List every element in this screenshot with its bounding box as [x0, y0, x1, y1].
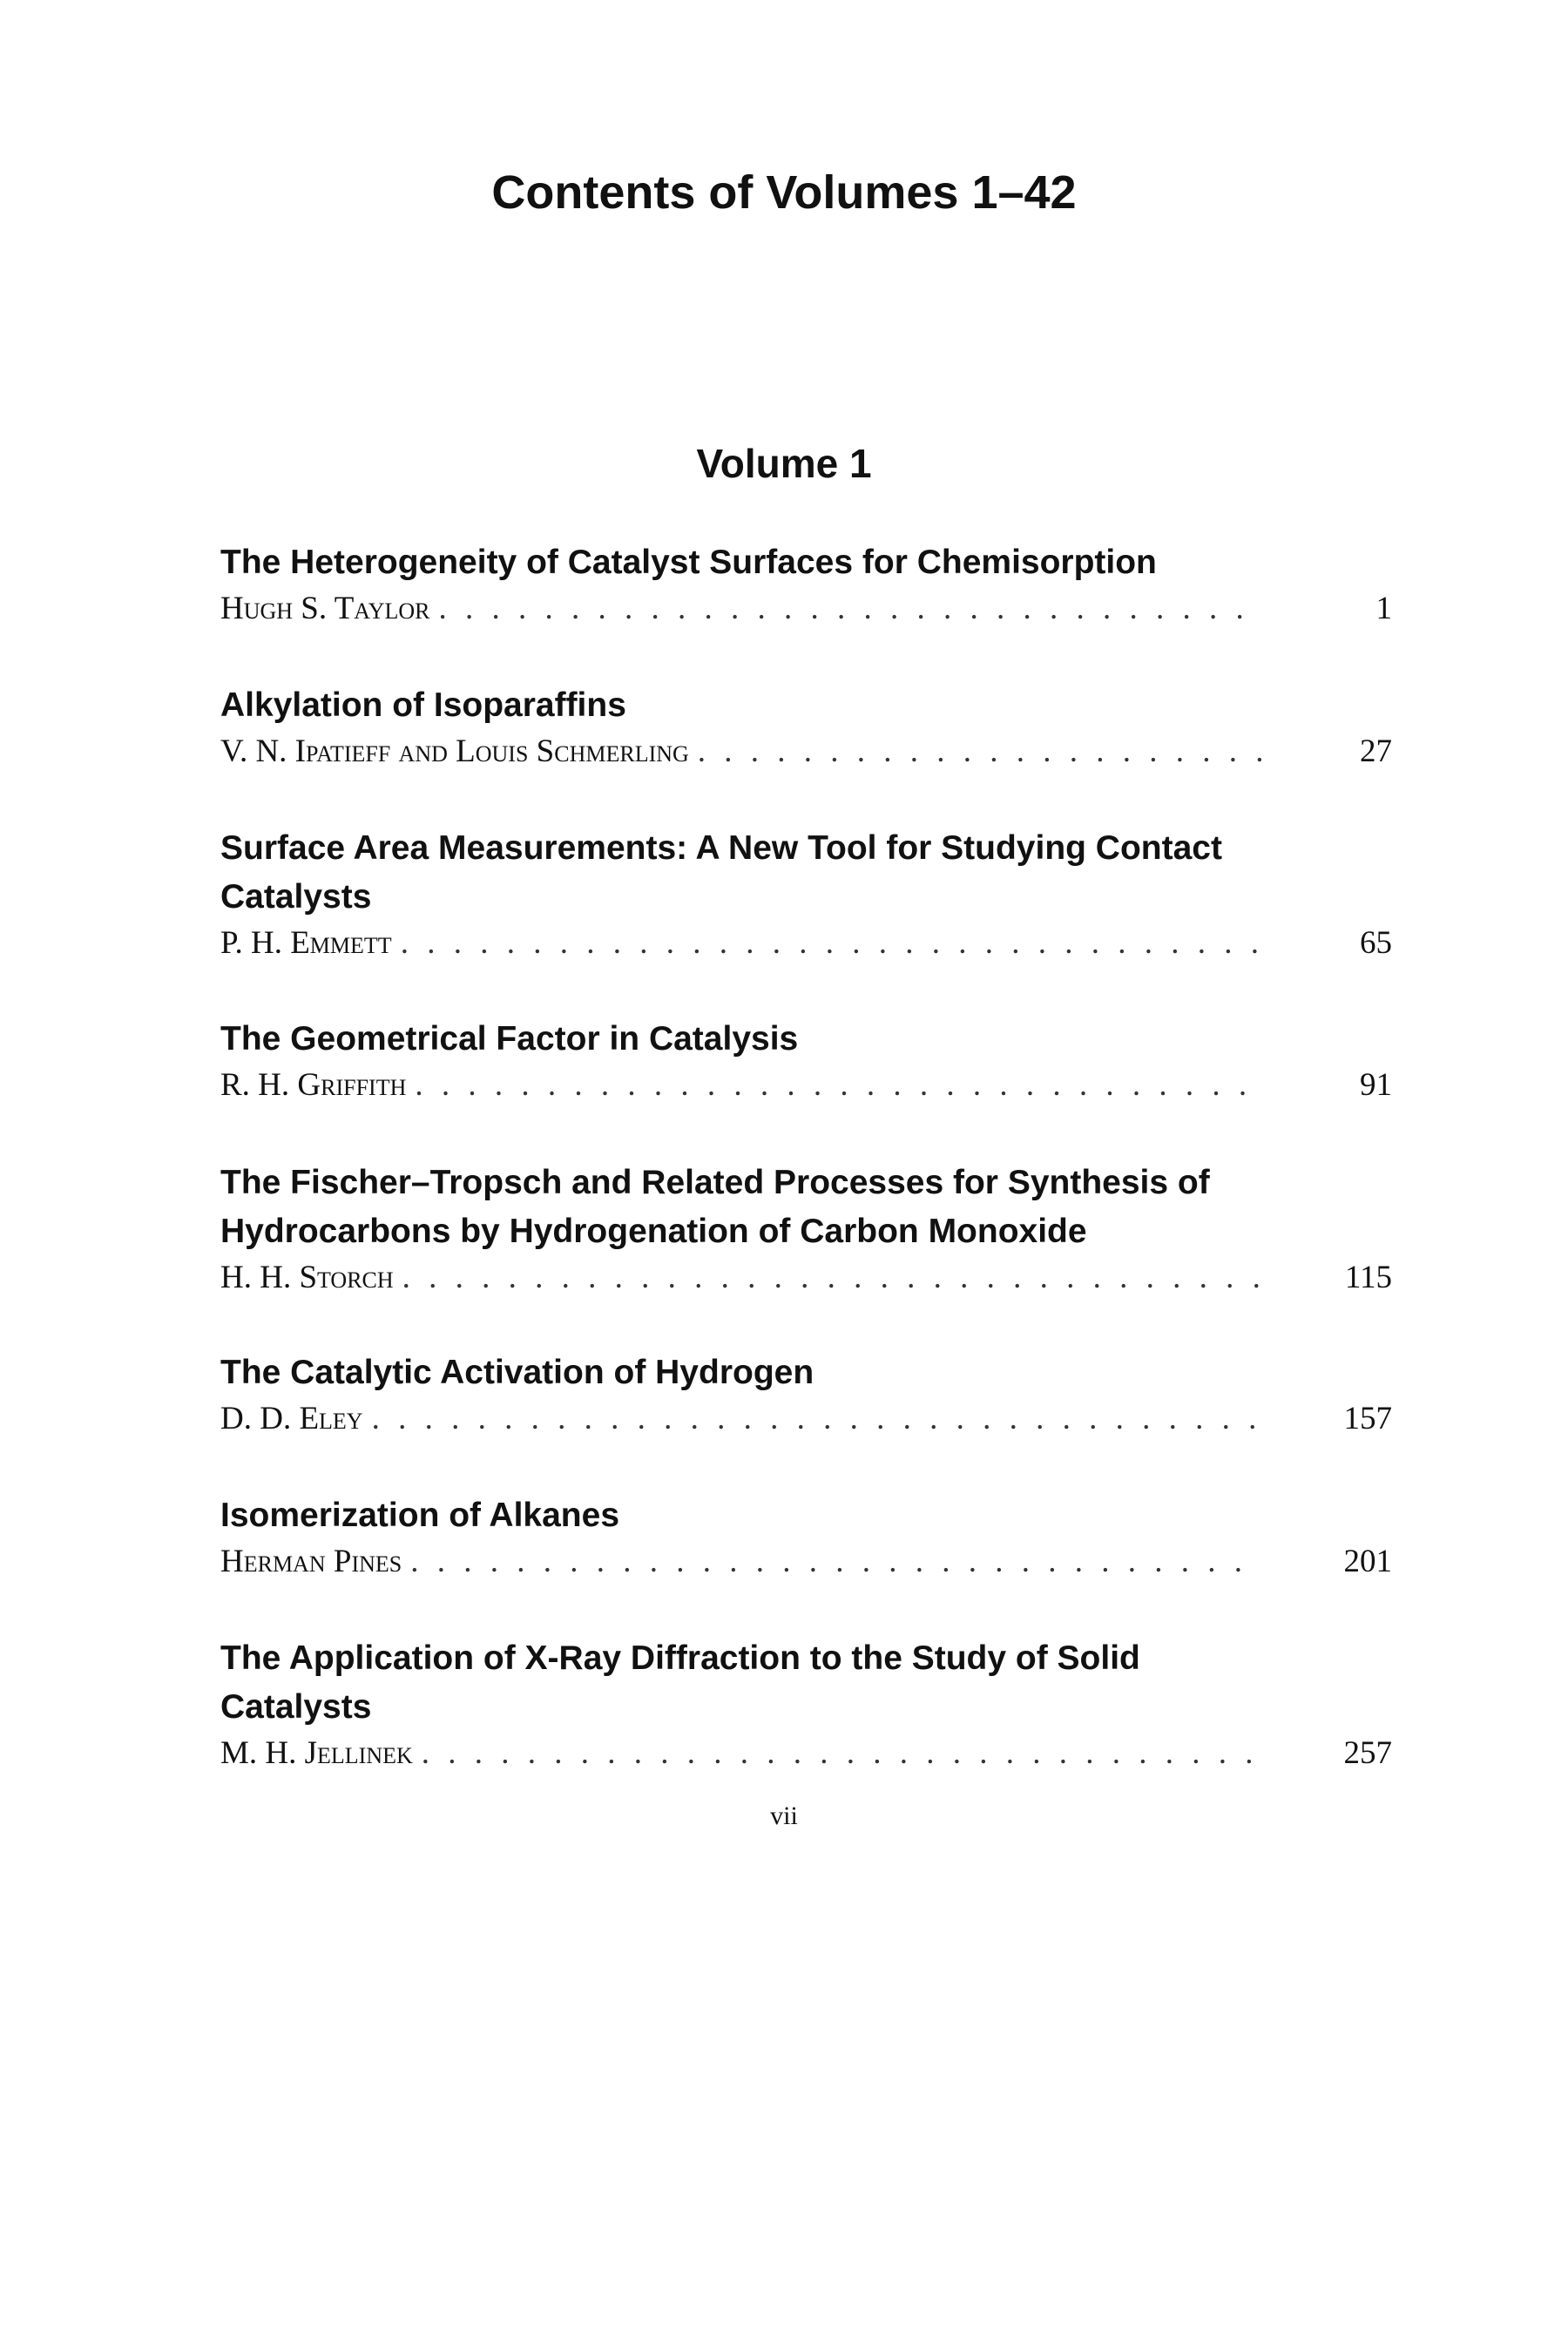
- volume-heading: Volume 1: [696, 441, 872, 486]
- entry-author: R. H. Griffith: [220, 1067, 407, 1103]
- entry-title: Isomerization of Alkanes: [220, 1497, 620, 1534]
- toc-entry: [220, 1491, 1392, 1584]
- entry-author-line: [220, 730, 1392, 774]
- entry-title: Alkylation of Isoparaffins: [220, 686, 626, 724]
- dot-leader: [422, 1732, 1261, 1775]
- entry-author: V. N. Ipatieff and Louis Schmerling: [220, 733, 689, 769]
- entry-author: M. H. Jellinek: [220, 1735, 413, 1771]
- dot-leader: [415, 1064, 1261, 1107]
- dot-leader: [438, 587, 1261, 631]
- toc-entry: [220, 1159, 1392, 1300]
- dot-leader: [410, 1540, 1261, 1584]
- dot-leader: [401, 922, 1261, 965]
- toc-entry: [220, 824, 1392, 965]
- entry-title: Surface Area Measurements: A New Tool for Studying Contact Catalysts: [220, 829, 1222, 916]
- entry-author: H. H. Storch: [220, 1260, 394, 1295]
- entry-author-line: [220, 587, 1392, 631]
- entry-author-line: [220, 1064, 1392, 1107]
- toc-entry: [220, 1015, 1392, 1107]
- entry-author: Hugh S. Taylor: [220, 591, 430, 626]
- entry-page-number: 1: [1375, 591, 1392, 626]
- entry-page-number: 27: [1360, 733, 1392, 769]
- entry-page-number: 91: [1360, 1067, 1392, 1103]
- entry-author-line: [220, 1256, 1392, 1300]
- toc-entry: [220, 681, 1392, 774]
- toc-entry: [220, 1348, 1392, 1441]
- entry-page-number: 157: [1343, 1401, 1392, 1436]
- toc-entry: [220, 1634, 1392, 1775]
- entry-page-number: 257: [1343, 1735, 1392, 1771]
- entry-page-number: 115: [1344, 1260, 1392, 1295]
- dot-leader: [698, 730, 1261, 774]
- entry-page-number: 65: [1360, 925, 1392, 961]
- dot-leader: [402, 1256, 1261, 1300]
- entry-page-number: 201: [1343, 1544, 1392, 1579]
- entry-title: The Catalytic Activation of Hydrogen: [220, 1354, 814, 1391]
- page-folio: vii: [770, 1801, 798, 1830]
- entry-title: The Geometrical Factor in Catalysis: [220, 1020, 799, 1058]
- entry-title: The Application of X-Ray Diffraction to the Study of Solid Catalysts: [220, 1639, 1140, 1726]
- entry-author-line: [220, 922, 1392, 965]
- entry-author: Herman Pines: [220, 1544, 402, 1579]
- entry-author-line: [220, 1397, 1392, 1441]
- page-title: Contents of Volumes 1–42: [491, 166, 1077, 219]
- entry-author-line: [220, 1540, 1392, 1584]
- entry-author: D. D. Eley: [220, 1401, 363, 1436]
- entry-author-line: [220, 1732, 1392, 1775]
- toc-entry: [220, 538, 1392, 631]
- entry-title: The Heterogeneity of Catalyst Surfaces for Chemisorption: [220, 544, 1157, 581]
- entry-title: The Fischer–Tropsch and Related Processes for Synthesis of Hydrocarbons by Hydrogenation of Carbon Monoxide: [220, 1164, 1210, 1250]
- entry-author: P. H. Emmett: [220, 925, 392, 961]
- dot-leader: [372, 1397, 1261, 1441]
